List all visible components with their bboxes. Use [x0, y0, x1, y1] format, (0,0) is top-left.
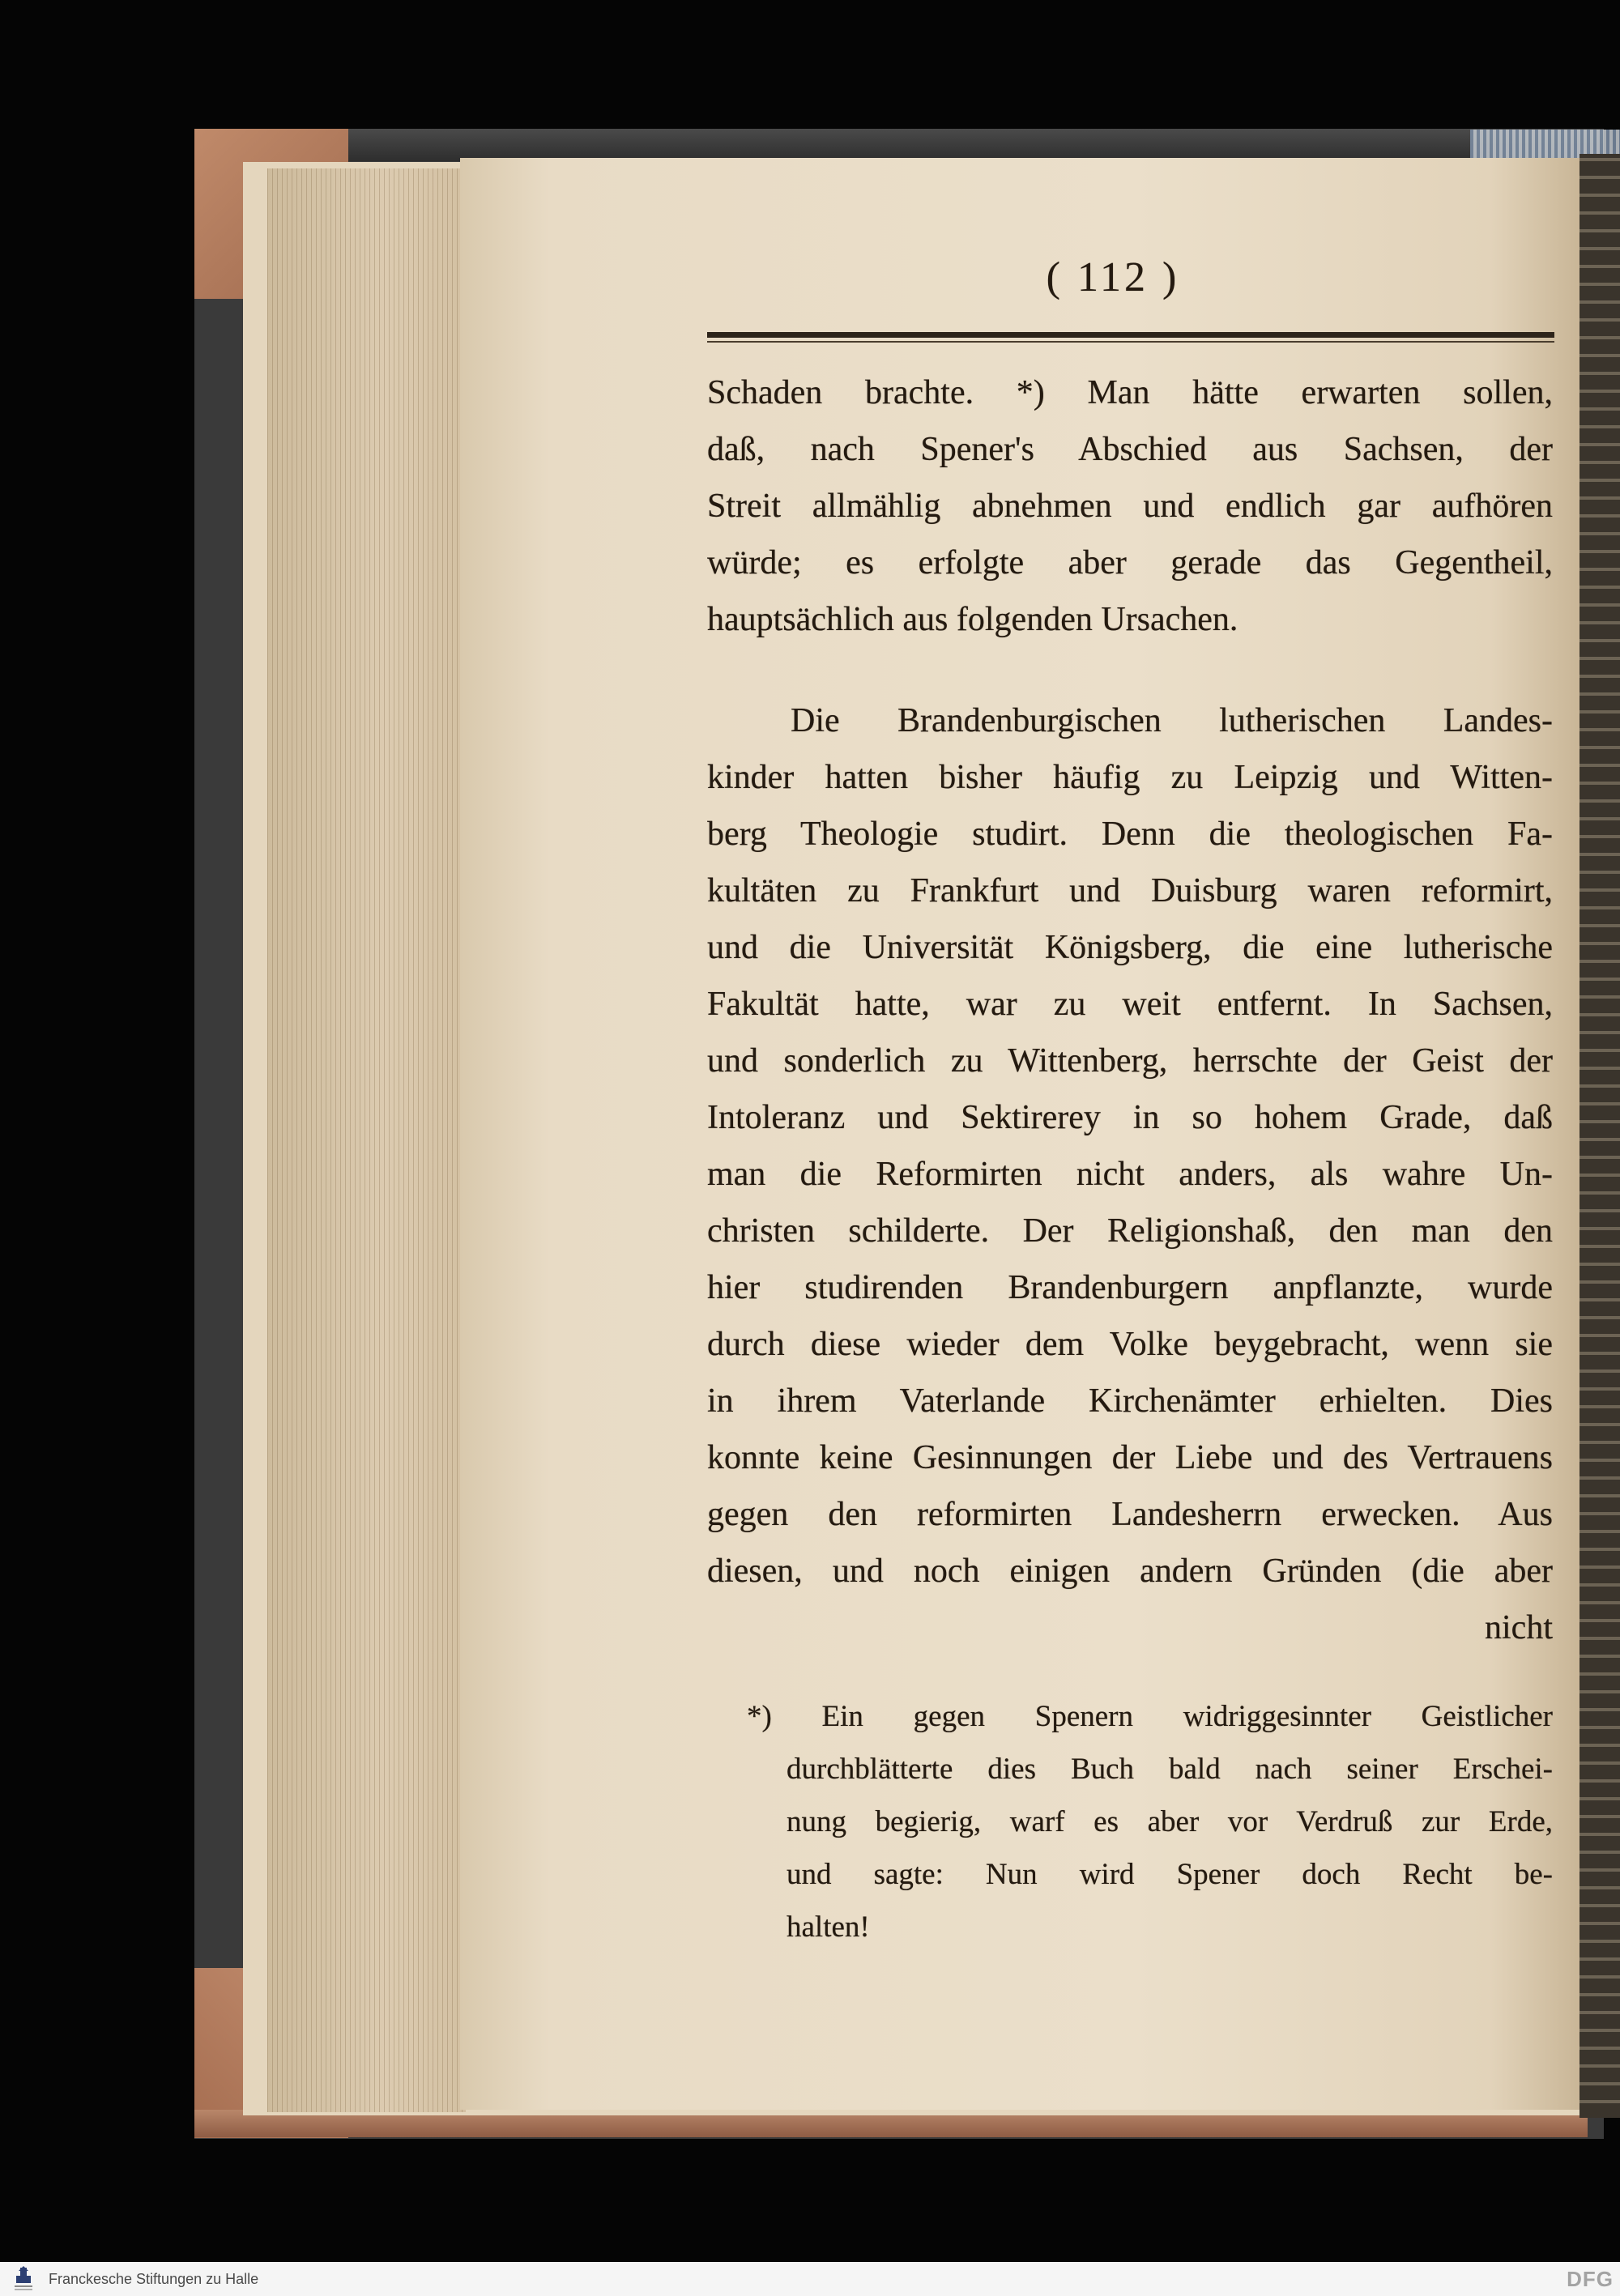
header-rule [707, 332, 1554, 338]
page-edges-stack [267, 168, 466, 2112]
text-line: hauptsächlich aus folgenden Ursachen. [707, 601, 1238, 638]
footnote-line: und sagte: Nun wird Spener doch Recht be- [787, 1858, 1553, 1891]
text-line: gegen den reformirten Landesherrn erwecken. Aus [707, 1496, 1553, 1533]
foundation-logo-icon [11, 2266, 36, 2292]
text-line: berg Theologie studirt. Denn die theologischen Fa- [707, 816, 1553, 853]
paragraph-1 [707, 364, 1553, 648]
text-line: würde; es erfolgte aber gerade das Gegentheil, [707, 544, 1553, 581]
text-line: daß, nach Spener's Abschied aus Sachsen, der [707, 431, 1553, 468]
text-line: durch diese wieder dem Volke beygebracht, wenn sie [707, 1326, 1553, 1363]
footnote [747, 1690, 1553, 1953]
text-line: konnte keine Gesinnungen der Liebe und des Vertrauens [707, 1439, 1553, 1476]
footnote-line: halten! [787, 1910, 870, 1944]
text-line: und sonderlich zu Wittenberg, herrschte der Geist der [707, 1042, 1553, 1080]
text-line: christen schilderte. Der Religionshaß, den man den [707, 1212, 1553, 1250]
book-cover-top-edge [194, 129, 1604, 161]
text-line: hier studirenden Brandenburgern anpflanzte, wurde [707, 1269, 1553, 1306]
footnote-line: durchblätterte dies Buch bald nach seiner Erschei- [787, 1753, 1553, 1786]
text-line: kultäten zu Frankfurt und Duisburg waren reformirt, [707, 872, 1553, 909]
text-line: diesen, und noch einigen andern Gründen (die aber [707, 1553, 1553, 1590]
page-number: ( 112 ) [1046, 254, 1180, 300]
text-line: kinder hatten bisher häufig zu Leipzig und Witten- [707, 759, 1553, 796]
text-line: Schaden brachte. *) Man hätte erwarten sollen, [707, 374, 1553, 411]
footnote-line: nung begierig, warf es aber vor Verdruß zur Erde, [787, 1805, 1553, 1838]
dfg-logo: DFG [1567, 2267, 1614, 2291]
text-line: Die Brandenburgischen lutherischen Landes- [791, 702, 1553, 739]
footnote-line: *) Ein gegen Spenern widriggesinnter Geistlicher [747, 1700, 1553, 1733]
text-line: Intoleranz und Sektirerey in so hohem Grade, daß [707, 1099, 1553, 1136]
text-line: Streit allmählig abnehmen und endlich gar aufhören [707, 488, 1553, 525]
header-rule-thin [707, 341, 1554, 343]
text-line: und die Universität Königsberg, die eine lutherische [707, 929, 1553, 966]
catchword: nicht [1485, 1609, 1553, 1646]
text-line: Fakultät hatte, war zu weit entfernt. In Sachsen, [707, 986, 1553, 1023]
paragraph-2 [707, 692, 1553, 1600]
institution-name: Franckesche Stiftungen zu Halle [49, 2271, 259, 2287]
text-line: man die Reformirten nicht anders, als wahre Un- [707, 1156, 1553, 1193]
text-line: in ihrem Vaterlande Kirchenämter erhielten. Dies [707, 1382, 1553, 1420]
facing-page-edge [1580, 154, 1620, 2118]
